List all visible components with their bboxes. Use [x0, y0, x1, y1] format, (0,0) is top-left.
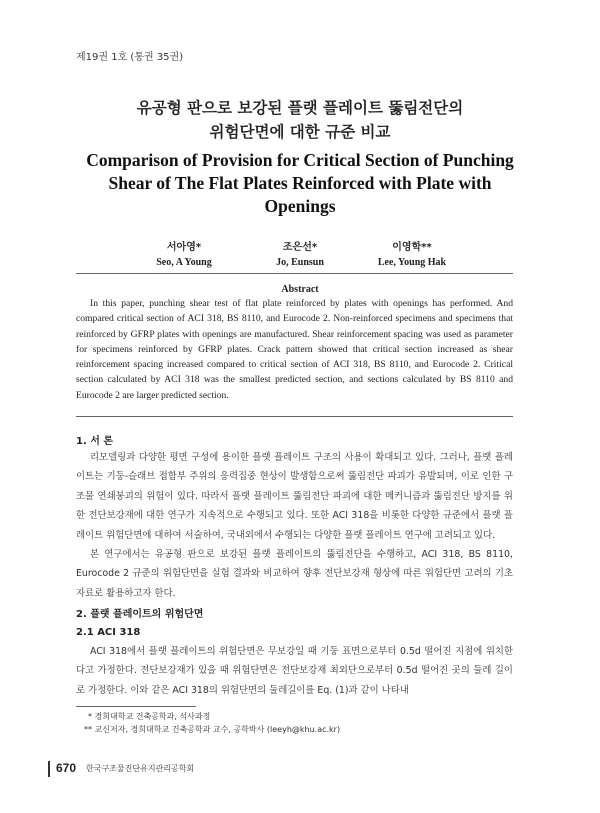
english-title-line-2: Shear of The Flat Plates Reinforced with Plate with	[108, 173, 492, 193]
author-korean-name: 서아영*	[166, 242, 202, 253]
abstract-heading: Abstract	[281, 284, 319, 295]
section-2-paragraph-1: ACI 318에서 플랫 플레이트의 위험단면은 무보강일 때 기둥 표면으로부터 0.5d 떨어진 지점에 위치한다고 가정한다. 전단보강재가 있을 때 위험단면은 전단보강재 최외단으로부터 0.5d 떨어진 곳의 둘레 길이로 가정한다. 이와 같은 ACI 318의 위험단면의 둘레길이를 Eq. (1)과 같이 나타내	[76, 646, 513, 696]
section-1-paragraph-2: 본 연구에서는 유공형 판으로 보강된 플랫 플레이트의 뚫림전단을 수행하고, ACI 318, BS 8110, Eurocode 2 규준의 위험단면을 실험 결과와 비교하여 향후 전단보강재 형상에 따른 위험단면 고려의 기초자료로 활용하고자 한다.	[76, 549, 513, 599]
footnote-1: * 경희대학교 건축공학과, 석사과정	[88, 712, 211, 721]
author-english-name: Lee, Young Hak	[377, 257, 447, 268]
author-2	[240, 238, 360, 268]
english-title-line-3: Openings	[264, 196, 336, 216]
korean-title-line-2: 위험단면에 대한 규준 비교	[209, 123, 391, 141]
section-1-paragraph-1: 리모델링과 다양한 평면 구성에 용이한 플랫 플레이트 구조의 사용이 확대되고 있다. 그러나, 플랫 플레이트는 기둥-슬래브 접합부 주위의 응력집중 현상이 발생함으로써 뚫림전단 파괴가 유발되며, 이로 인한 구조물 연쇄붕괴의 위험이 있다. 따라서 플랫 플레이트 뚫림전단 파괴에 대한 메커니즘과 뚫림전단 방지를 위한 전단보강재에 대한 연구가 지속적으로 수행되고 있다. 또한 ACI 318을 비롯한 다양한 규준에서 플랫 플레이트 위험단면에 대하여 서술하여, 국내외에서 수행되는 다양한 플랫 플레이트 연구에 고려되고 있다.	[76, 452, 513, 541]
volume-info: 제19권 1호 (통권 35권)	[76, 52, 184, 63]
footnote-2: ** 교신저자, 경희대학교 건축공학과 교수, 공학박사 (leeyh@khu.ac.kr)	[84, 725, 341, 734]
author-english-name: Seo, A Young	[156, 257, 212, 268]
author-korean-name: 이영학**	[392, 242, 432, 253]
journal-name: 한국구조물진단유지관리공학회	[86, 764, 195, 773]
author-korean-name: 조은선*	[282, 242, 318, 253]
author-english-name: Jo, Eunsun	[276, 257, 324, 268]
divider-rule	[76, 416, 513, 417]
english-title-line-1: Comparison of Provision for Critical Section of Punching	[86, 150, 514, 170]
page-number: 670	[56, 761, 77, 775]
abstract-text: In this paper, punching shear test of flat plate reinforced by plates with openings has performed. And compared critical section of ACI 318, BS 8110, and Eurocode 2. Non-reinforced specimens and specimens that reinforced by GFRP plates with openings are manufactured. Shear reinforcement spacing was used as parameter for specimens reinforced by GFRP plates. Crack pattern showed that critical section increased as shear reinforcement spacing increased compared to critical section of ACI 318, BS 8110, and Eurocode 2. Critical section calculated by ACI 318 was the smallest predicted section, and sections calculated by BS 8110 and Eurocode 2 are larger predicted section.	[76, 298, 513, 401]
divider-rule	[76, 273, 513, 274]
section-2-heading: 2. 플랫 플레이트의 위험단면	[76, 609, 204, 620]
footnote-rule	[76, 706, 196, 707]
korean-title-line-1: 유공형 판으로 보강된 플랫 플레이트 뚫림전단의	[136, 99, 464, 117]
author-1	[124, 238, 244, 268]
page-marker-bar	[48, 761, 50, 777]
section-2-1-heading: 2.1 ACI 318	[76, 627, 141, 638]
section-1-heading: 1. 서 론	[76, 436, 114, 447]
author-3	[352, 238, 472, 268]
